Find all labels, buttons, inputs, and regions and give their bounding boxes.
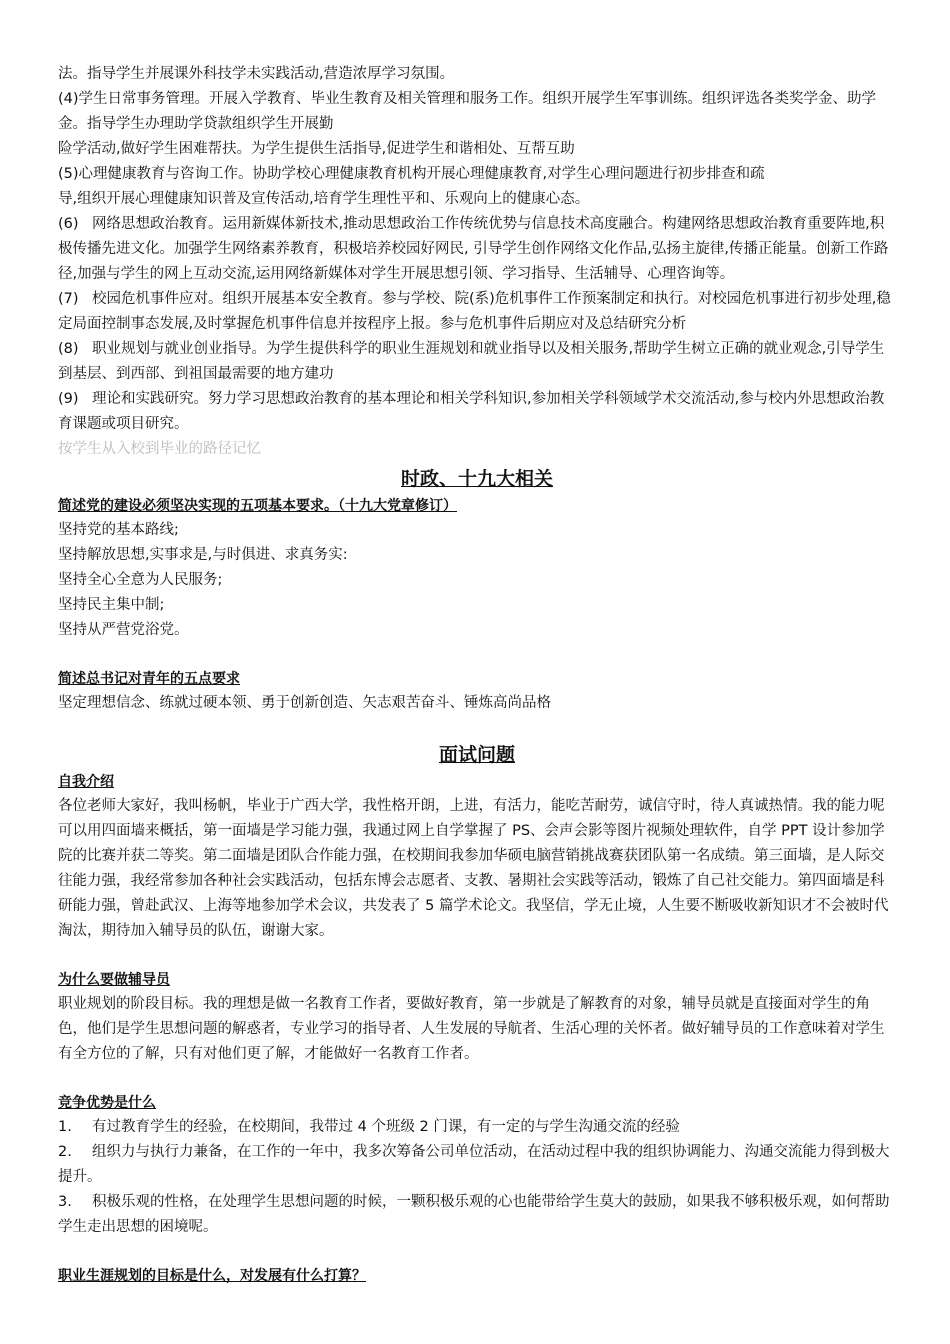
duty-item-4: (4)学生日常事务管理。开展入学教育、毕业生教育及相关管理和服务工作。组织开展学生军事训练。组织评选各类奖学金、助学金。指导学生办理助学贷款组织学生开展勤 [58, 91, 877, 132]
duty-item-4-continued: 险学活动,做好学生困难帮扶。为学生提供生活指导,促进学生和谐相处、互帮互助 [58, 141, 575, 157]
duty-item-9 [58, 387, 896, 437]
duty-item-5-continued: 导,组织开展心理健康知识普及宣传活动,培育学生理性平和、乐观向上的健康心态。 [58, 191, 590, 207]
duty-item-8-number: (8) [58, 341, 79, 357]
duty-item-9-number: (9) [58, 391, 79, 407]
question-youth-requirements: 简述总书记对青年的五点要求 [58, 671, 240, 687]
list-item [58, 1115, 896, 1140]
list-item-text: 组织力与执行力兼备，在工作的一年中，我多次筹备公司单位活动，在活动过程中我的组织协调能力、沟通交流能力得到极大提升。 [58, 1144, 890, 1185]
duty-item-7 [58, 287, 896, 337]
answer-line: 坚持党的基本路线; [58, 522, 179, 538]
question-why-counselor: 为什么要做辅导员 [58, 972, 170, 988]
answer-youth-requirements: 坚定理想信念、练就过硬本领、勇于创新创造、矢志艰苦奋斗、锤炼高尚品格 [58, 695, 551, 711]
duty-item-7-text: 校园危机事件应对。组织开展基本安全教育。参与学校、院(系)危机事件工作预案制定和执行。对校园危机事进行初步处理,稳定局面控制事态发展,及时掌握危机事件信息并按程序上报。参与危机事件后期应对及总结研究分析 [58, 291, 891, 332]
list-item-text: 积极乐观的性格，在处理学生思想问题的时候，一颗积极乐观的心也能带给学生莫大的鼓励，如果我不够积极乐观，如何帮助学生走出思想的困境呢。 [58, 1194, 890, 1235]
answer-line: 坚持全心全意为人民服务; [58, 572, 223, 588]
question-self-introduction: 自我介绍 [58, 774, 114, 790]
question-career-plan: 职业生涯规划的目标是什么，对发展有什么打算？ [58, 1268, 366, 1284]
duty-item-9-text: 理论和实践研究。努力学习思想政治教育的基本理论和相关学科知识,参加相关学科领域学术交流活动,参与校内外思想政治教育课题或项目研究。 [58, 391, 885, 432]
answer-why-counselor: 职业规划的阶段目标。我的理想是做一名教育工作者，要做好教育，第一步就是了解教育的对象，辅导员就是直接面对学生的角色，他们是学生思想问题的解惑者，专业学习的指导者、人生发展的导航者、生活心理的关怀者。做好辅导员的工作意味着对学生有全方位的了解，只有对他们更了解，才能做好一名教育工作者。 [58, 996, 885, 1062]
answer-self-introduction: 各位老师大家好，我叫杨帆，毕业于广西大学，我性格开朗，上进，有活力，能吃苦耐劳，诚信守时，待人真诚热情。我的能力呢可以用四面墙来概括，第一面墙是学习能力强，我通过网上自学掌握了 PS、会声会影等图片视频处理软件，自学 PPT 设计参加学院的比赛并获二等奖。第二面墙是团队合作能力强，在校期间我参加华硕电脑营销挑战赛获团队第一名成绩。第三面墙，是人际交往能力强，我经常参加各种社会实践活动，包括东博会志愿者、支教、暑期社会实践等活动，锻炼了自己社交能力。第四面墙是科研能力强，曾赴武汉、上海等地参加学术会议，共发表了 5 篇学术论文。我坚信，学无止境，人生要不断吸收新知识才不会被时代淘汰，期待加入辅导员的队伍，谢谢大家。 [58, 798, 889, 939]
question-competitive-advantage: 竞争优势是什么 [58, 1095, 156, 1111]
list-item-text: 有过教育学生的经验，在校期间，我带过 4 个班级 2 门课，有一定的与学生沟通交流的经验 [92, 1119, 680, 1135]
list-item [58, 1190, 896, 1240]
list-item-number: 1. [58, 1119, 72, 1135]
duty-item-6-number: (6) [58, 216, 79, 232]
list-item-number: 2. [58, 1144, 72, 1160]
section-title-politics: 时政、十九大相关 [400, 468, 553, 490]
duty-item-5: (5)心理健康教育与咨询工作。协助学校心理健康教育机构开展心理健康教育,对学生心理问题进行初步排查和疏 [58, 166, 765, 182]
list-item-number: 3. [58, 1194, 72, 1210]
section-title-interview: 面试问题 [438, 744, 515, 766]
question-party-building: 简述党的建设必须坚决实现的五项基本要求。（十九大党章修订） [58, 498, 457, 514]
duty-item-8 [58, 337, 896, 387]
document-page [58, 62, 896, 1288]
memory-tip: 按学生从入校到毕业的路径记忆 [58, 441, 261, 457]
duty-item-7-number: (7) [58, 291, 79, 307]
duty-line-intro: 法。指导学生并展课外科技学未实践活动,营造浓厚学习氛围。 [58, 66, 455, 82]
duty-item-6-text: 网络思想政治教育。运用新媒体新技术,推动思想政治工作传统优势与信息技术高度融合。构建网络思想政治教育重要阵地,积极传播先进文化。加强学生网络素养教育，积极培养校园好网民, 引导学生创作网络文化作品,弘扬主旋律,传播正能量。创新工作路径,加强与学生的网上互动交流,运用网络新媒体对学生开展思想引领、学习指导、生活辅导、心理咨询等。 [58, 216, 889, 282]
answer-line: 坚持解放思想,实事求是,与时俱进、求真务实: [58, 547, 348, 563]
answer-line: 坚持民主集中制; [58, 597, 165, 613]
duty-item-6 [58, 212, 896, 287]
answer-line: 坚持从严营党浴党。 [58, 622, 189, 638]
duty-item-8-text: 职业规划与就业创业指导。为学生提供科学的职业生涯规划和就业指导以及相关服务,帮助学生树立正确的就业观念,引导学生到基层、到西部、到祖国最需要的地方建功 [58, 341, 885, 382]
list-item [58, 1140, 896, 1190]
